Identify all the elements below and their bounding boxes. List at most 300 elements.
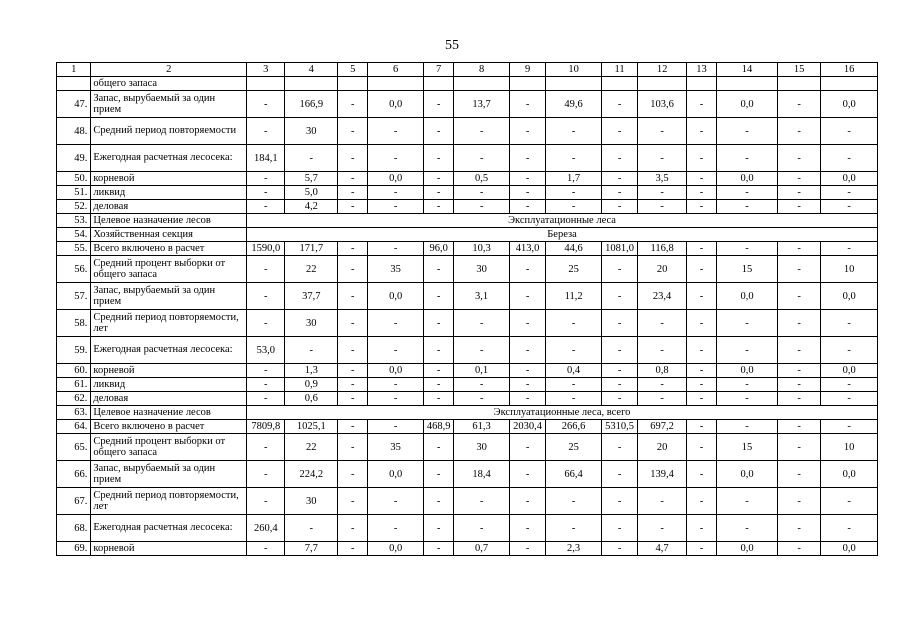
table-row bbox=[57, 310, 878, 337]
value-cell: 0,0 bbox=[368, 542, 424, 556]
value-cell: - bbox=[638, 392, 687, 406]
value-cell: - bbox=[338, 242, 368, 256]
value-cell: - bbox=[821, 515, 878, 542]
value-cell: - bbox=[247, 488, 285, 515]
value-cell: - bbox=[509, 256, 545, 283]
value-cell: - bbox=[601, 378, 637, 392]
row-name-cell: Ежегодная расчетная лесосека: bbox=[91, 145, 247, 172]
value-cell: - bbox=[423, 392, 453, 406]
value-cell: 53,0 bbox=[247, 337, 285, 364]
value-cell: - bbox=[777, 461, 820, 488]
value-cell: - bbox=[454, 145, 510, 172]
value-cell: 44,6 bbox=[546, 242, 602, 256]
value-cell: 0,0 bbox=[368, 91, 424, 118]
row-number-cell: 55. bbox=[57, 242, 91, 256]
value-cell: 0,0 bbox=[821, 364, 878, 378]
table-row bbox=[57, 337, 878, 364]
value-cell bbox=[717, 77, 778, 91]
value-cell: - bbox=[686, 242, 716, 256]
value-cell: - bbox=[509, 283, 545, 310]
value-cell: - bbox=[717, 420, 778, 434]
value-cell: 1025,1 bbox=[285, 420, 338, 434]
value-cell: - bbox=[454, 310, 510, 337]
value-cell bbox=[423, 77, 453, 91]
value-cell: 697,2 bbox=[638, 420, 687, 434]
value-cell: - bbox=[777, 91, 820, 118]
value-cell bbox=[338, 77, 368, 91]
row-number-cell: 68. bbox=[57, 515, 91, 542]
value-cell: - bbox=[717, 515, 778, 542]
row-name-cell: Целевое назначение лесов bbox=[91, 406, 247, 420]
value-cell: - bbox=[601, 310, 637, 337]
value-cell: - bbox=[686, 378, 716, 392]
value-cell: 0,0 bbox=[821, 172, 878, 186]
value-cell bbox=[686, 77, 716, 91]
value-cell: 35 bbox=[368, 256, 424, 283]
value-cell: 0,0 bbox=[717, 172, 778, 186]
value-cell: - bbox=[338, 420, 368, 434]
value-cell: - bbox=[338, 515, 368, 542]
header-cell: 2 bbox=[91, 63, 247, 77]
value-cell: 0,0 bbox=[821, 91, 878, 118]
table-row bbox=[57, 392, 878, 406]
value-cell: - bbox=[821, 200, 878, 214]
value-cell: - bbox=[509, 542, 545, 556]
value-cell: - bbox=[509, 310, 545, 337]
value-cell: 10 bbox=[821, 256, 878, 283]
value-cell: - bbox=[423, 364, 453, 378]
value-cell: - bbox=[546, 186, 602, 200]
row-number-cell: 48. bbox=[57, 118, 91, 145]
table-row bbox=[57, 434, 878, 461]
value-cell: - bbox=[338, 488, 368, 515]
table-row bbox=[57, 542, 878, 556]
value-cell: 15 bbox=[717, 256, 778, 283]
value-cell: 103,6 bbox=[638, 91, 687, 118]
value-cell: - bbox=[247, 461, 285, 488]
table-row bbox=[57, 145, 878, 172]
value-cell: - bbox=[423, 145, 453, 172]
value-cell: - bbox=[777, 118, 820, 145]
value-cell: - bbox=[777, 200, 820, 214]
merged-value-cell: Эксплуатационные леса bbox=[247, 214, 878, 228]
row-name-cell: Хозяйственная секция bbox=[91, 228, 247, 242]
value-cell: - bbox=[454, 118, 510, 145]
value-cell: - bbox=[717, 200, 778, 214]
value-cell: 25 bbox=[546, 434, 602, 461]
value-cell: - bbox=[247, 310, 285, 337]
page-number: 55 bbox=[445, 38, 459, 53]
value-cell: 4,2 bbox=[285, 200, 338, 214]
value-cell: - bbox=[368, 337, 424, 364]
header-cell: 16 bbox=[821, 63, 878, 77]
row-name-cell: ликвид bbox=[91, 186, 247, 200]
value-cell: - bbox=[601, 392, 637, 406]
value-cell: - bbox=[601, 461, 637, 488]
value-cell: - bbox=[601, 515, 637, 542]
header-cell: 12 bbox=[638, 63, 687, 77]
value-cell: - bbox=[686, 515, 716, 542]
value-cell: - bbox=[423, 200, 453, 214]
value-cell: - bbox=[717, 145, 778, 172]
value-cell: 260,4 bbox=[247, 515, 285, 542]
value-cell: - bbox=[285, 145, 338, 172]
value-cell: - bbox=[686, 118, 716, 145]
value-cell: - bbox=[821, 310, 878, 337]
value-cell: 413,0 bbox=[509, 242, 545, 256]
row-number-cell: 59. bbox=[57, 337, 91, 364]
value-cell: 468,9 bbox=[423, 420, 453, 434]
value-cell: 35 bbox=[368, 434, 424, 461]
value-cell: - bbox=[777, 172, 820, 186]
value-cell: - bbox=[601, 118, 637, 145]
value-cell: - bbox=[777, 256, 820, 283]
value-cell: 15 bbox=[717, 434, 778, 461]
value-cell: 0,0 bbox=[821, 461, 878, 488]
value-cell: - bbox=[368, 242, 424, 256]
value-cell: 184,1 bbox=[247, 145, 285, 172]
value-cell: - bbox=[686, 256, 716, 283]
value-cell: - bbox=[601, 283, 637, 310]
value-cell: 0,0 bbox=[368, 172, 424, 186]
value-cell: - bbox=[338, 172, 368, 186]
value-cell: - bbox=[777, 378, 820, 392]
value-cell: 171,7 bbox=[285, 242, 338, 256]
value-cell: - bbox=[821, 337, 878, 364]
value-cell: - bbox=[368, 145, 424, 172]
value-cell: - bbox=[638, 186, 687, 200]
value-cell: - bbox=[247, 118, 285, 145]
value-cell: - bbox=[509, 145, 545, 172]
value-cell: - bbox=[686, 420, 716, 434]
row-name-cell: Средний процент выборки от общего запаса bbox=[91, 434, 247, 461]
row-number-cell: 50. bbox=[57, 172, 91, 186]
value-cell: - bbox=[285, 515, 338, 542]
value-cell: - bbox=[423, 91, 453, 118]
value-cell: - bbox=[686, 337, 716, 364]
row-number-cell: 61. bbox=[57, 378, 91, 392]
value-cell: - bbox=[686, 434, 716, 461]
value-cell: - bbox=[509, 364, 545, 378]
value-cell bbox=[638, 77, 687, 91]
value-cell: 61,3 bbox=[454, 420, 510, 434]
value-cell: - bbox=[686, 364, 716, 378]
value-cell: 30 bbox=[285, 310, 338, 337]
value-cell: 266,6 bbox=[546, 420, 602, 434]
value-cell: - bbox=[338, 542, 368, 556]
value-cell: - bbox=[338, 91, 368, 118]
header-row bbox=[57, 63, 878, 77]
table-row bbox=[57, 283, 878, 310]
header-cell: 9 bbox=[509, 63, 545, 77]
value-cell: - bbox=[423, 434, 453, 461]
value-cell: - bbox=[546, 200, 602, 214]
value-cell: - bbox=[546, 378, 602, 392]
value-cell: - bbox=[638, 515, 687, 542]
row-name-cell: Средний период повторяемости bbox=[91, 118, 247, 145]
value-cell: - bbox=[368, 420, 424, 434]
value-cell: - bbox=[454, 515, 510, 542]
value-cell: 0,7 bbox=[454, 542, 510, 556]
row-number-cell bbox=[57, 77, 91, 91]
header-cell: 6 bbox=[368, 63, 424, 77]
value-cell: 96,0 bbox=[423, 242, 453, 256]
header-cell: 10 bbox=[546, 63, 602, 77]
value-cell: - bbox=[423, 542, 453, 556]
value-cell: 0,0 bbox=[821, 283, 878, 310]
row-name-cell: деловая bbox=[91, 200, 247, 214]
value-cell: - bbox=[601, 337, 637, 364]
value-cell: - bbox=[686, 392, 716, 406]
row-name-cell: Целевое назначение лесов bbox=[91, 214, 247, 228]
value-cell bbox=[546, 77, 602, 91]
value-cell: - bbox=[546, 392, 602, 406]
value-cell: 25 bbox=[546, 256, 602, 283]
table-row bbox=[57, 461, 878, 488]
value-cell: - bbox=[821, 488, 878, 515]
row-number-cell: 56. bbox=[57, 256, 91, 283]
value-cell: 3,1 bbox=[454, 283, 510, 310]
table-row bbox=[57, 214, 878, 228]
value-cell: - bbox=[777, 145, 820, 172]
value-cell: - bbox=[509, 392, 545, 406]
value-cell: - bbox=[368, 392, 424, 406]
value-cell: 10 bbox=[821, 434, 878, 461]
row-name-cell: корневой bbox=[91, 172, 247, 186]
value-cell: - bbox=[247, 542, 285, 556]
row-number-cell: 60. bbox=[57, 364, 91, 378]
value-cell: - bbox=[423, 378, 453, 392]
value-cell: - bbox=[368, 488, 424, 515]
row-name-cell: Средний период повторяемости, лет bbox=[91, 310, 247, 337]
value-cell: - bbox=[638, 200, 687, 214]
merged-value-cell: Эксплуатационные леса, всего bbox=[247, 406, 878, 420]
value-cell: - bbox=[423, 310, 453, 337]
value-cell: 0,0 bbox=[717, 91, 778, 118]
value-cell: - bbox=[338, 434, 368, 461]
value-cell: - bbox=[338, 337, 368, 364]
value-cell: - bbox=[509, 172, 545, 186]
value-cell: - bbox=[717, 186, 778, 200]
value-cell: 0,0 bbox=[368, 364, 424, 378]
value-cell: - bbox=[717, 310, 778, 337]
table-row bbox=[57, 186, 878, 200]
value-cell: - bbox=[454, 200, 510, 214]
value-cell: 0,1 bbox=[454, 364, 510, 378]
header-cell: 5 bbox=[338, 63, 368, 77]
value-cell: 11,2 bbox=[546, 283, 602, 310]
row-name-cell: ликвид bbox=[91, 378, 247, 392]
value-cell: - bbox=[423, 256, 453, 283]
row-number-cell: 66. bbox=[57, 461, 91, 488]
value-cell: - bbox=[821, 378, 878, 392]
value-cell bbox=[821, 77, 878, 91]
value-cell: - bbox=[454, 378, 510, 392]
value-cell: - bbox=[338, 378, 368, 392]
value-cell: - bbox=[509, 461, 545, 488]
value-cell: 3,5 bbox=[638, 172, 687, 186]
value-cell: - bbox=[368, 118, 424, 145]
value-cell: 139,4 bbox=[638, 461, 687, 488]
value-cell: - bbox=[601, 542, 637, 556]
value-cell: - bbox=[338, 392, 368, 406]
value-cell: - bbox=[601, 172, 637, 186]
value-cell: - bbox=[601, 364, 637, 378]
value-cell bbox=[454, 77, 510, 91]
value-cell: - bbox=[509, 337, 545, 364]
value-cell: 30 bbox=[454, 256, 510, 283]
value-cell: 22 bbox=[285, 256, 338, 283]
row-name-cell: Запас, вырубаемый за один прием bbox=[91, 91, 247, 118]
value-cell: 7,7 bbox=[285, 542, 338, 556]
row-number-cell: 47. bbox=[57, 91, 91, 118]
row-name-cell: общего запаса bbox=[91, 77, 247, 91]
value-cell bbox=[601, 77, 637, 91]
value-cell: 2,3 bbox=[546, 542, 602, 556]
value-cell: 4,7 bbox=[638, 542, 687, 556]
value-cell: 37,7 bbox=[285, 283, 338, 310]
value-cell: - bbox=[509, 186, 545, 200]
value-cell: - bbox=[338, 256, 368, 283]
header-cell: 4 bbox=[285, 63, 338, 77]
value-cell: 30 bbox=[285, 488, 338, 515]
value-cell: - bbox=[368, 378, 424, 392]
table-row bbox=[57, 77, 878, 91]
value-cell: - bbox=[717, 337, 778, 364]
header-cell: 13 bbox=[686, 63, 716, 77]
value-cell: - bbox=[821, 420, 878, 434]
value-cell bbox=[247, 77, 285, 91]
table-row bbox=[57, 256, 878, 283]
value-cell: - bbox=[717, 392, 778, 406]
value-cell: - bbox=[509, 118, 545, 145]
value-cell: - bbox=[423, 118, 453, 145]
value-cell: - bbox=[777, 364, 820, 378]
value-cell: - bbox=[601, 434, 637, 461]
value-cell: - bbox=[638, 378, 687, 392]
value-cell: - bbox=[686, 145, 716, 172]
value-cell: - bbox=[247, 91, 285, 118]
row-name-cell: Запас, вырубаемый за один прием bbox=[91, 283, 247, 310]
value-cell: 5,0 bbox=[285, 186, 338, 200]
value-cell: 22 bbox=[285, 434, 338, 461]
value-cell: 20 bbox=[638, 434, 687, 461]
value-cell: 0,9 bbox=[285, 378, 338, 392]
value-cell: - bbox=[509, 378, 545, 392]
value-cell: 18,4 bbox=[454, 461, 510, 488]
merged-value-cell: Береза bbox=[247, 228, 878, 242]
value-cell: - bbox=[777, 310, 820, 337]
value-cell: - bbox=[777, 420, 820, 434]
value-cell: - bbox=[423, 461, 453, 488]
value-cell: - bbox=[247, 256, 285, 283]
value-cell: - bbox=[247, 392, 285, 406]
value-cell bbox=[285, 77, 338, 91]
value-cell: 13,7 bbox=[454, 91, 510, 118]
value-cell: - bbox=[821, 242, 878, 256]
value-cell: 0,0 bbox=[717, 364, 778, 378]
value-cell: - bbox=[285, 337, 338, 364]
value-cell: - bbox=[686, 310, 716, 337]
value-cell: 224,2 bbox=[285, 461, 338, 488]
value-cell: - bbox=[601, 488, 637, 515]
value-cell: - bbox=[686, 186, 716, 200]
value-cell: - bbox=[601, 91, 637, 118]
value-cell: - bbox=[368, 186, 424, 200]
value-cell: - bbox=[546, 515, 602, 542]
value-cell: - bbox=[777, 488, 820, 515]
header-cell: 1 bbox=[57, 63, 91, 77]
value-cell: - bbox=[338, 186, 368, 200]
table-row bbox=[57, 172, 878, 186]
value-cell bbox=[368, 77, 424, 91]
value-cell: - bbox=[777, 337, 820, 364]
value-cell: - bbox=[423, 186, 453, 200]
row-name-cell: корневой bbox=[91, 364, 247, 378]
row-number-cell: 52. bbox=[57, 200, 91, 214]
value-cell: 23,4 bbox=[638, 283, 687, 310]
table-row bbox=[57, 406, 878, 420]
value-cell: 0,6 bbox=[285, 392, 338, 406]
value-cell: - bbox=[338, 364, 368, 378]
value-cell: - bbox=[686, 200, 716, 214]
value-cell: - bbox=[454, 186, 510, 200]
value-cell: - bbox=[546, 488, 602, 515]
header-cell: 14 bbox=[717, 63, 778, 77]
value-cell: - bbox=[601, 186, 637, 200]
table-row bbox=[57, 200, 878, 214]
value-cell: 166,9 bbox=[285, 91, 338, 118]
value-cell: - bbox=[686, 172, 716, 186]
value-cell: 66,4 bbox=[546, 461, 602, 488]
value-cell bbox=[509, 77, 545, 91]
row-number-cell: 63. bbox=[57, 406, 91, 420]
value-cell: - bbox=[686, 91, 716, 118]
table-row bbox=[57, 515, 878, 542]
value-cell: 0,0 bbox=[368, 283, 424, 310]
value-cell: - bbox=[777, 242, 820, 256]
value-cell: 2030,4 bbox=[509, 420, 545, 434]
row-name-cell: Средний процент выборки от общего запаса bbox=[91, 256, 247, 283]
value-cell: - bbox=[247, 283, 285, 310]
value-cell: 10,3 bbox=[454, 242, 510, 256]
row-name-cell: Ежегодная расчетная лесосека: bbox=[91, 337, 247, 364]
value-cell: 0,5 bbox=[454, 172, 510, 186]
value-cell: 116,8 bbox=[638, 242, 687, 256]
value-cell: 1081,0 bbox=[601, 242, 637, 256]
value-cell: - bbox=[423, 515, 453, 542]
table-row bbox=[57, 228, 878, 242]
value-cell: - bbox=[638, 145, 687, 172]
value-cell: - bbox=[601, 256, 637, 283]
header-cell: 8 bbox=[454, 63, 510, 77]
value-cell bbox=[777, 77, 820, 91]
value-cell: - bbox=[368, 515, 424, 542]
value-cell: - bbox=[638, 488, 687, 515]
value-cell: - bbox=[777, 542, 820, 556]
value-cell: - bbox=[509, 434, 545, 461]
value-cell: - bbox=[247, 378, 285, 392]
row-number-cell: 62. bbox=[57, 392, 91, 406]
value-cell: 1,7 bbox=[546, 172, 602, 186]
value-cell: - bbox=[777, 186, 820, 200]
value-cell: - bbox=[686, 461, 716, 488]
value-cell: - bbox=[638, 310, 687, 337]
value-cell: - bbox=[686, 283, 716, 310]
table-row bbox=[57, 488, 878, 515]
value-cell: - bbox=[777, 515, 820, 542]
value-cell: - bbox=[338, 461, 368, 488]
